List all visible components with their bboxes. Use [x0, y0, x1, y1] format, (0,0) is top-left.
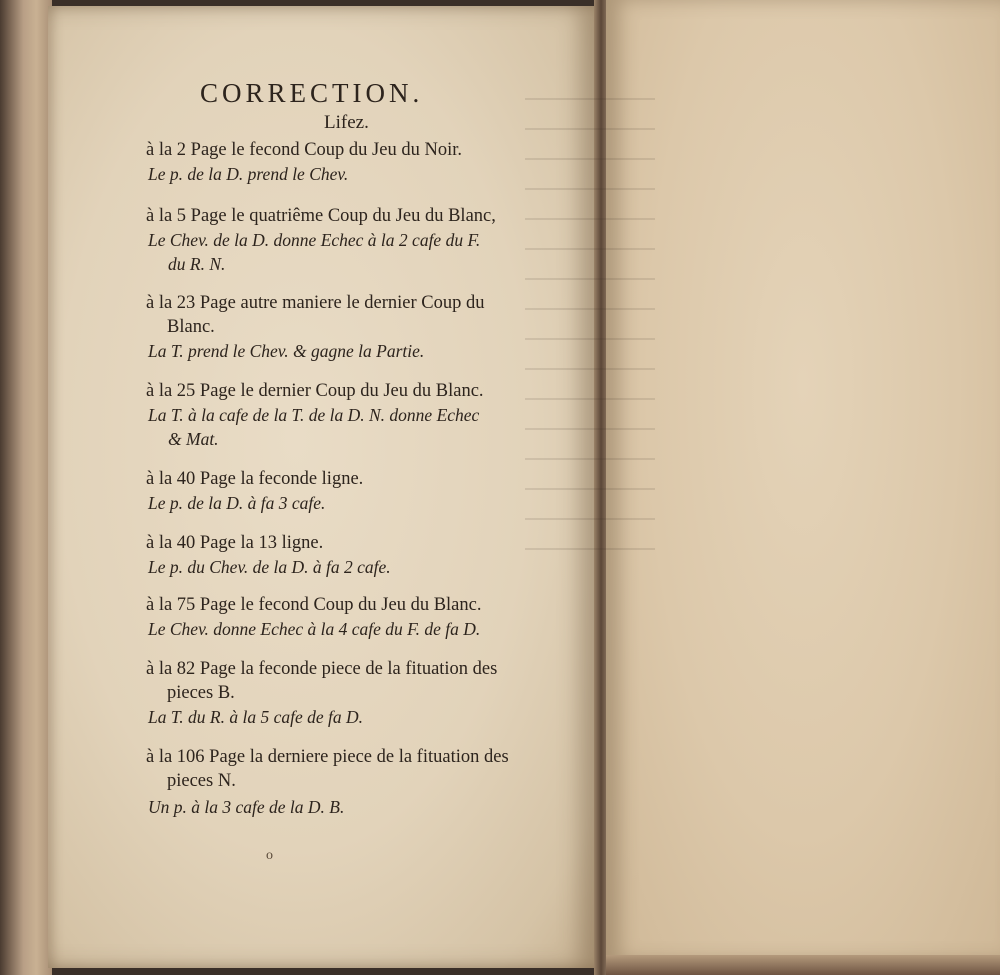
correction-entry-8-line-cont: pieces B.	[167, 683, 235, 703]
correction-entry-7-text: Le Chev. donne Echec à la 4 cafe du F. de fa D.	[148, 619, 481, 639]
correction-entry-8-line: à la 82 Page la feconde piece de la fituation des	[146, 659, 498, 679]
page-subtitle: Lifez.	[324, 112, 369, 133]
correction-entry-2-line: à la 5 Page le quatriême Coup du Jeu du Blanc,	[146, 206, 496, 226]
correction-entry-1-text: Le p. de la D. prend le Chev.	[148, 164, 349, 184]
correction-entry-3-text: La T. prend le Chev. & gagne la Partie.	[148, 341, 425, 361]
correction-entry-2-text-cont: du R. N.	[168, 254, 226, 274]
correction-entry-9-line: à la 106 Page la derniere piece de la fituation des	[146, 747, 509, 767]
correction-entry-5-line: à la 40 Page la feconde ligne.	[146, 469, 364, 489]
correction-entry-5-text: Le p. de la D. à fa 3 cafe.	[148, 493, 326, 513]
correction-entry-9-text: Un p. à la 3 cafe de la D. B.	[148, 797, 345, 817]
correction-entry-4-text-cont: & Mat.	[168, 429, 219, 449]
correction-entry-9-line-cont: pieces N.	[167, 771, 236, 791]
stray-ink-mark: o	[266, 848, 273, 863]
correction-entry-8-text: La T. du R. à la 5 cafe de fa D.	[148, 707, 364, 727]
page-title: CORRECTION.	[200, 78, 424, 108]
correction-entry-2-text: Le Chev. de la D. donne Echec à la 2 cafe du F.	[148, 230, 481, 250]
correction-entry-7-line: à la 75 Page le fecond Coup du Jeu du Blanc.	[146, 595, 482, 615]
correction-entry-4-line: à la 25 Page le dernier Coup du Jeu du Blanc.	[146, 381, 484, 401]
correction-entry-6-text: Le p. du Chev. de la D. à fa 2 cafe.	[148, 557, 391, 577]
correction-entry-3-line: à la 23 Page autre maniere le dernier Coup du	[146, 293, 485, 313]
correction-entry-6-line: à la 40 Page la 13 ligne.	[146, 533, 324, 553]
correction-entry-3-line-cont: Blanc.	[167, 317, 215, 337]
correction-entry-1-line: à la 2 Page le fecond Coup du Jeu du Noir.	[146, 140, 462, 160]
correction-entry-4-text: La T. à la cafe de la T. de la D. N. donne Echec	[148, 405, 480, 425]
